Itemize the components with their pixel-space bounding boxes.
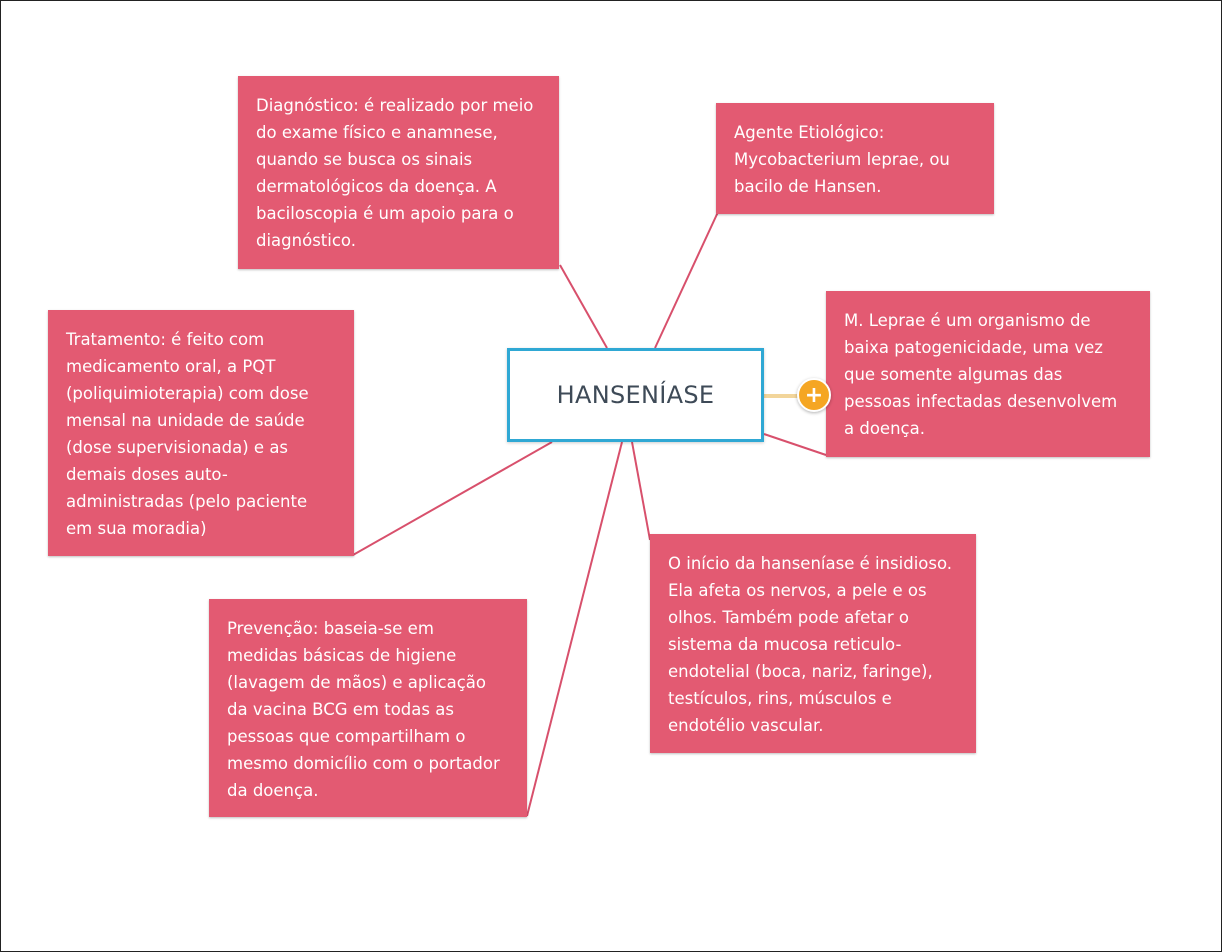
link-prevencao [527,442,622,816]
node-diagnostico[interactable]: Diagnóstico: é realizado por meio do exame físico e anamnese, quando se busca os sinais dermatológicos da doença. A baciloscopia é um apoio para o diagnóstico. [238,76,559,269]
node-patogenicidade[interactable]: M. Leprae é um organismo de baixa patogenicidade, uma vez que somente algumas das pessoas infectadas desenvolvem a doença. [826,291,1150,457]
link-diagnostico [560,265,607,348]
link-agente [655,212,718,348]
link-tratamento [353,442,552,555]
plus-icon: + [804,382,824,408]
node-prevencao[interactable]: Prevenção: baseia-se em medidas básicas de higiene (lavagem de mãos) e aplicação da vacina BCG em todas as pessoas que compartilham o mesmo domicílio com o portador da doença. [209,599,527,817]
link-inicio [632,442,650,540]
link-patogenicidade [764,434,826,455]
central-topic[interactable] [507,348,764,442]
add-subtopic-button[interactable] [797,378,831,412]
node-inicio[interactable]: O início da hanseníase é insidioso. Ela afeta os nervos, a pele e os olhos. Também pode afetar o sistema da mucosa reticulo-endotelial (boca, nariz, faringe), testículos, rins, músculos e endotélio vascular. [650,534,976,753]
node-agente-etiologico[interactable]: Agente Etiológico: Mycobacterium leprae, ou bacilo de Hansen. [716,103,994,214]
central-topic-label: HANSENÍASE [556,381,715,409]
node-tratamento[interactable]: Tratamento: é feito com medicamento oral, a PQT (poliquimioterapia) com dose mensal na unidade de saúde (dose supervisionada) e as demais doses auto-administradas (pelo paciente em sua moradia) [48,310,354,556]
